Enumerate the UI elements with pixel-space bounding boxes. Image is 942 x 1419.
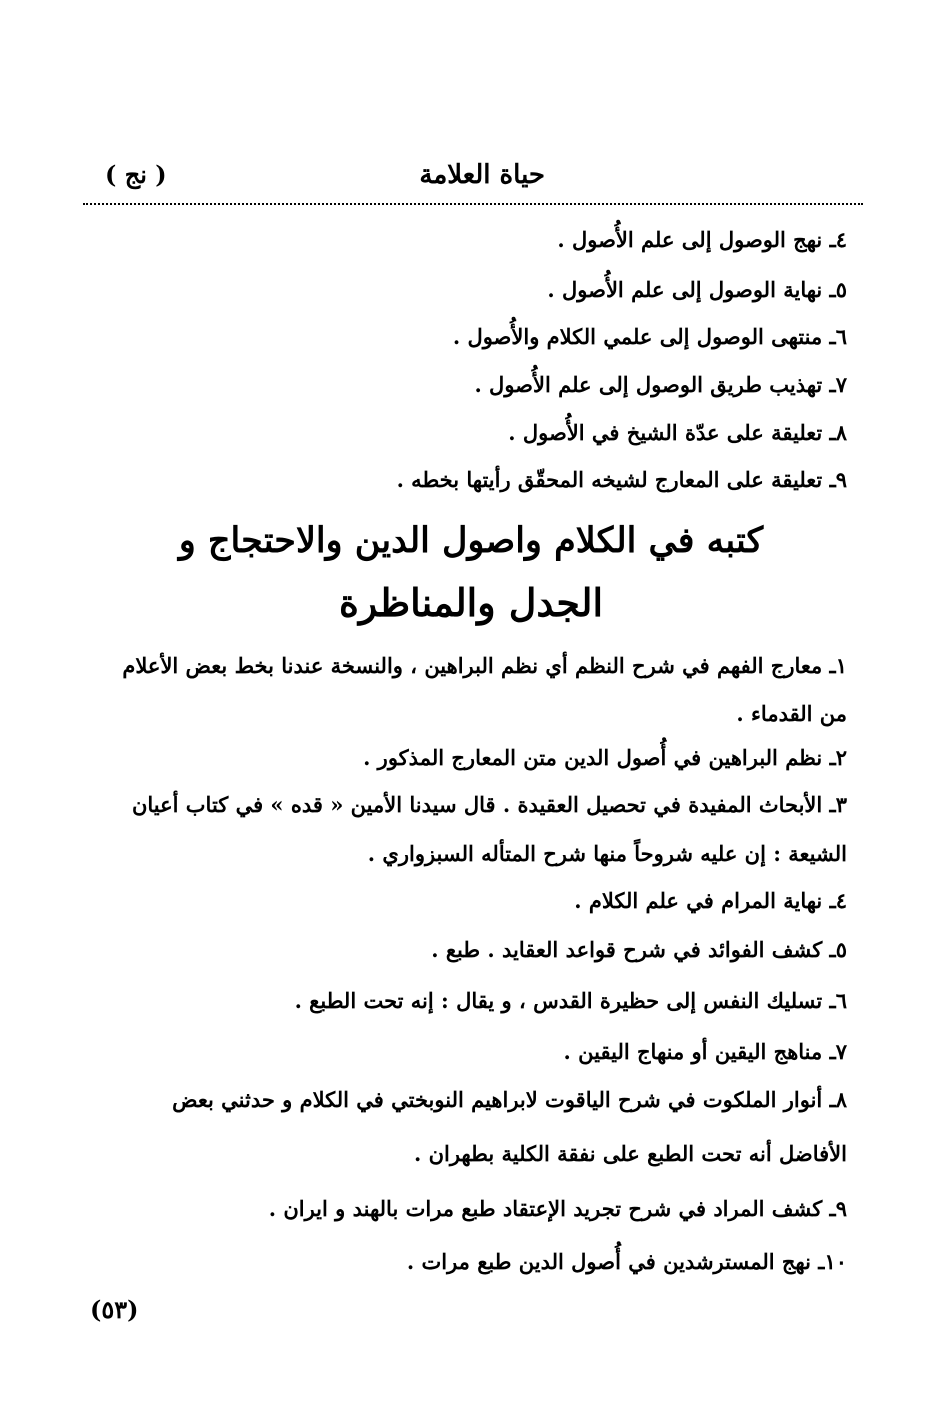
list-item: ٤ـ نهاية المرام في علم الكلام . [574, 888, 847, 913]
header-divider [83, 203, 863, 205]
list-item: ٣ـ الأبحاث المفيدة في تحصيل العقيدة . قال سيدنا الأمين « قده » في كتاب أعيان [131, 792, 847, 817]
list-item: ٨ـ تعليقة على عدّة الشيخ في الأُصول . [508, 420, 847, 445]
list-item: ٩ـ كشف المراد في شرح تجريد الإعتقاد طبع مرات بالهند و ايران . [268, 1196, 847, 1221]
section-heading-line2: الجدل والمناظرة [338, 580, 604, 625]
list-item-continuation: من القدماء . [736, 701, 847, 726]
list-item: ٥ـ نهاية الوصول إلى علم الأُصول . [547, 277, 847, 302]
section-heading-line1: كتبه في الكلام واصول الدين والاحتجاج و [178, 520, 764, 561]
list-item-continuation: الأفاضل أنه تحت الطبع على نفقة الكلية بطهران . [413, 1141, 847, 1166]
list-item: ٩ـ تعليقة على المعارج لشيخه المحقّق رأيتها بخطه . [396, 467, 847, 492]
list-item: ٥ـ كشف الفوائد في شرح قواعد العقايد . طبع . [431, 937, 847, 962]
page-number: (٥٣) [90, 1295, 139, 1324]
list-item: ١ـ معارج الفهم في شرح النظم أي نظم البراهين ، والنسخة عندنا بخط بعض الأعلام [122, 653, 847, 678]
running-title: حياة العلامة [419, 160, 545, 190]
list-item: ٦ـ تسليك النفس إلى حظيرة القدس ، و يقال : إنه تحت الطبع . [294, 988, 847, 1013]
list-item: ٧ـ مناهج اليقين أو منهاج اليقين . [563, 1039, 847, 1064]
running-header [85, 160, 845, 200]
list-item: ١٠ـ نهج المسترشدين في أُصول الدين طبع مرات . [406, 1249, 847, 1274]
list-item: ٧ـ تهذيب طريق الوصول إلى علم الأُصول . [474, 372, 847, 397]
section-code: ( نج ) [105, 160, 167, 189]
list-item: ٨ـ أنوار الملكوت في شرح الياقوت لابراهيم النوبختي في الكلام و حدثني بعض [172, 1087, 847, 1112]
list-item: ٤ـ نهج الوصول إلى علم الأُصول . [557, 227, 847, 252]
list-item-continuation: الشيعة : إن عليه شروحاً منها شرح المتأله السبزواري . [367, 841, 847, 866]
list-item: ٢ـ نظم البراهين في أُصول الدين متن المعارج المذكور . [363, 745, 847, 770]
list-item: ٦ـ منتهى الوصول إلى علمي الكلام والأُصول . [452, 324, 847, 349]
